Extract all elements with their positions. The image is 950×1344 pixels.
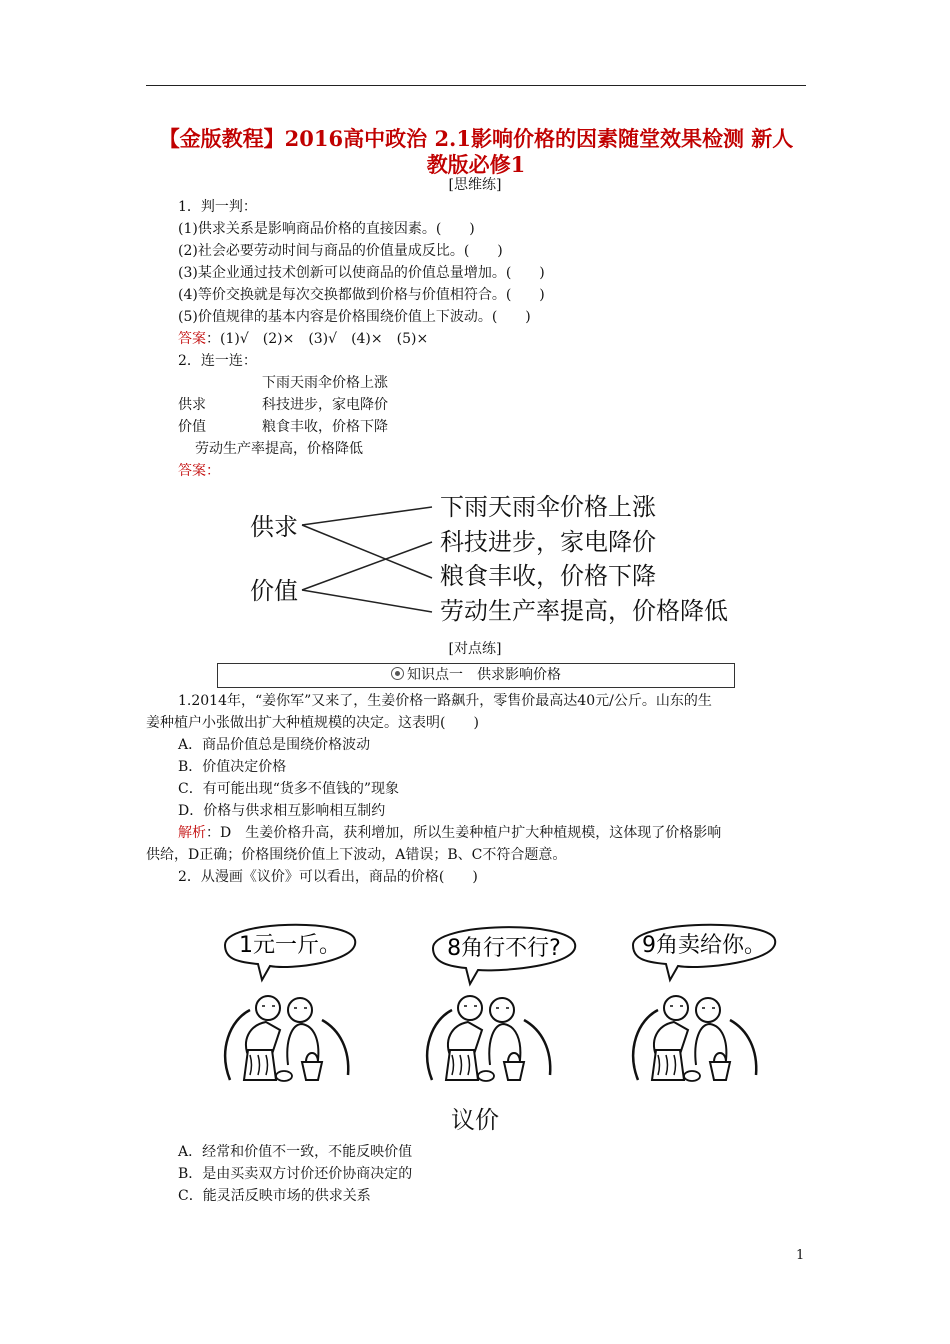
p1-option-c: C．有可能出现“货多不值钱的”现象 xyxy=(178,781,400,797)
p1-line-2: 姜种植户小张做出扩大种植规模的决定。这表明( ) xyxy=(146,715,479,731)
q2-row-3: 粮食丰收，价格下降 xyxy=(262,419,388,435)
radio-icon xyxy=(391,667,404,680)
p1-analysis-2: 供给，D正确；价格围绕价值上下波动，A错误；B、C不符合题意。 xyxy=(146,847,567,863)
diagram-right-1: 下雨天雨伞价格上涨 xyxy=(440,493,656,521)
p1-option-a: A．商品价值总是围绕价格波动 xyxy=(178,737,371,753)
q2-left-supply: 供求 xyxy=(178,397,206,413)
p2-question: 2．从漫画《议价》可以看出，商品的价格( ) xyxy=(178,869,478,885)
q2-left-value: 价值 xyxy=(178,419,206,435)
p2-option-a: A．经常和价值不一致，不能反映价值 xyxy=(178,1144,413,1160)
diagram-right-2: 科技进步，家电降价 xyxy=(440,528,656,556)
p2-option-c: C．能灵活反映市场的供求关系 xyxy=(178,1188,371,1204)
q2-row-1: 下雨天雨伞价格上涨 xyxy=(262,375,388,391)
q1-item-2: (2)社会必要劳动时间与商品的价值量成反比。( ) xyxy=(178,243,503,259)
q1-item-1: (1)供求关系是影响商品价格的直接因素。( ) xyxy=(178,221,475,237)
answer-text: ：(1)√ (2)× (3)√ (4)× (5)× xyxy=(206,331,429,347)
q2-answer-label: 答案： xyxy=(178,463,220,479)
q1-item-5: (5)价值规律的基本内容是价格围绕价值上下波动。( ) xyxy=(178,309,531,325)
line-supply-grain xyxy=(302,525,432,578)
analysis-label: 解析 xyxy=(178,825,206,841)
q2-row-4: 劳动生产率提高，价格降低 xyxy=(195,441,363,457)
p1-option-d: D．价格与供求相互影响相互制约 xyxy=(178,803,386,819)
section-practice: [对点练] xyxy=(448,641,502,657)
title-line-1: 【金版教程】2016高中政治 2.1影响价格的因素随堂效果检测 新人 xyxy=(158,126,794,151)
q2-heading: 2．连一连： xyxy=(178,353,257,369)
bubble-text-3: 9角卖给你。 xyxy=(642,933,766,958)
scene-1 xyxy=(225,996,348,1081)
q1-item-4: (4)等价交换就是每次交换都做到价格与价值相符合。( ) xyxy=(178,287,545,303)
p1-analysis-1 xyxy=(178,824,721,842)
diagram-left-value: 价值 xyxy=(250,577,298,605)
scene-3 xyxy=(633,996,756,1081)
line-value-tech xyxy=(302,542,432,590)
p1-line-1: 1.2014年，“姜你军”又来了，生姜价格一路飙升，零售价最高达40元/公斤。山东的生 xyxy=(178,693,712,709)
knowledge-label: 知识点一 供求影响价格 xyxy=(407,667,561,683)
line-value-labor xyxy=(302,590,432,612)
answer-label: 答案 xyxy=(178,331,206,347)
scene-2 xyxy=(427,996,550,1081)
cartoon-bargaining xyxy=(0,900,950,1100)
analysis-text: ：D 生姜价格升高，获利增加，所以生姜种植户扩大种植规模，这体现了价格影响 xyxy=(206,825,722,841)
p2-option-b: B．是由买卖双方讨价还价协商决定的 xyxy=(178,1166,413,1182)
bubble-text-2: 8角行不行? xyxy=(447,936,561,961)
diagram-right-4: 劳动生产率提高，价格降低 xyxy=(440,597,728,625)
section-thinking: [思维练] xyxy=(448,177,502,193)
line-supply-rain xyxy=(302,507,432,525)
q1-item-3: (3)某企业通过技术创新可以使商品的价值总量增加。( ) xyxy=(178,265,545,281)
diagram-left-supply: 供求 xyxy=(250,513,298,541)
page-number: 1 xyxy=(796,1248,805,1263)
bubble-text-1: 1元一斤。 xyxy=(239,933,341,958)
title-line-2: 教版必修1 xyxy=(426,152,526,177)
knowledge-box xyxy=(217,663,735,688)
q1-heading: 1．判一判： xyxy=(178,199,257,215)
diagram-right-3: 粮食丰收，价格下降 xyxy=(440,562,656,590)
p1-option-b: B．价值决定价格 xyxy=(178,759,287,775)
cartoon-caption: 议价 xyxy=(451,1106,499,1134)
q2-row-2: 科技进步，家电降价 xyxy=(262,397,388,413)
